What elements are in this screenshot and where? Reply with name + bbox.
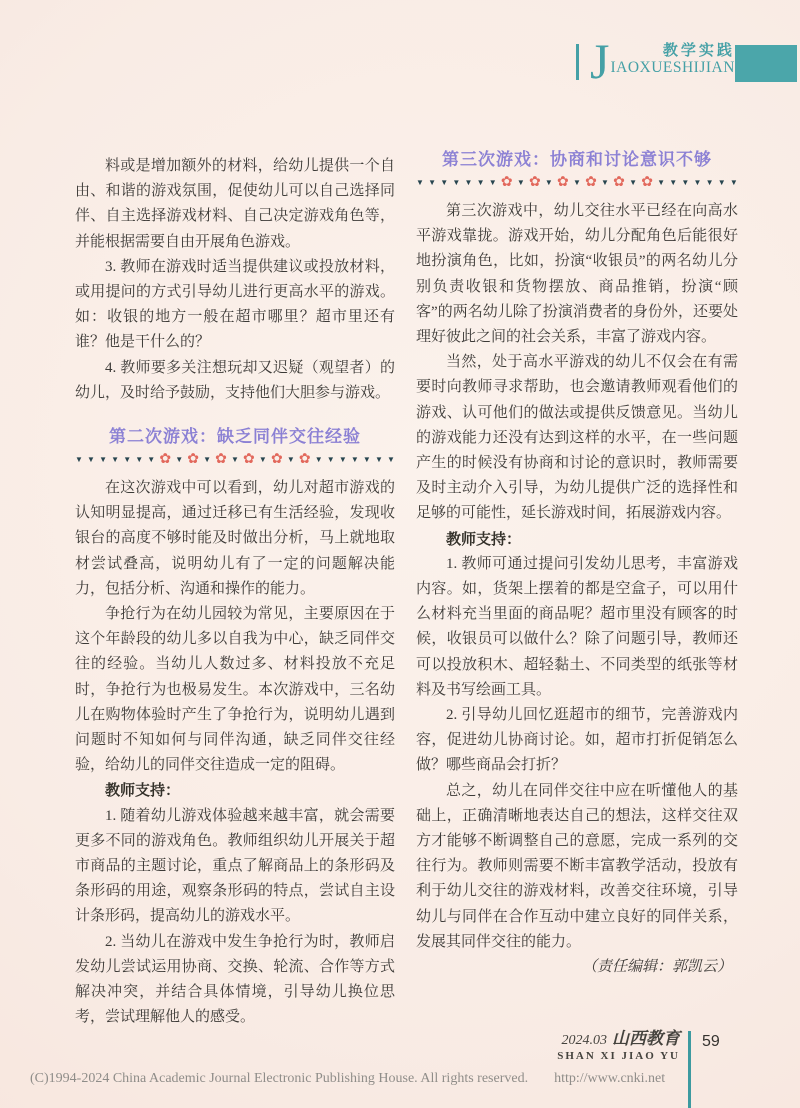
chevron-down-icon: ▼ (705, 177, 714, 187)
header-teal-block (735, 45, 797, 82)
chevron-down-icon: ▼ (729, 177, 738, 187)
chevron-down-icon: ▼ (464, 177, 473, 187)
journal-issue-line (557, 1030, 680, 1049)
chevron-down-icon: ▼ (87, 454, 95, 464)
paragraph: 在这次游戏中可以看到，幼儿对超市游戏的认知明显提高，通过迁移已有生活经验，发现收银台的高度不够时能及时做出分析，马上就地取材尝试叠高，说明幼儿有了一定的问题解决能力，包括分析、沟通和操作的能力。 (75, 480, 395, 597)
chevron-down-icon: ▼ (387, 454, 395, 464)
flower-icon: ✿ (243, 451, 255, 467)
header-initial: J (590, 33, 610, 89)
chevron-down-icon: ▼ (374, 454, 383, 464)
flower-icon: ✿ (585, 174, 597, 190)
section-heading: 第二次游戏：缺乏同伴交往经验 (109, 427, 361, 447)
page-number: 59 (702, 1033, 720, 1050)
copyright-text: (C)1994-2024 China Academic Journal Electronic Publishing House. All rights reserved. (30, 1071, 529, 1086)
flower-icon: ✿ (215, 451, 227, 467)
flower-icon: ✿ (159, 451, 172, 467)
editor-credit: （责任编辑：郭凯云） (581, 959, 732, 976)
chevron-down-icon: ▼ (629, 177, 637, 187)
numbered-item: 1. 教师可通过提问引发幼儿思考，丰富游戏内容。如，货架上摆着的都是空盒子，可以用什么材料充当里面的商品呢？超市里没有顾客的时候，收银员可以做什么？除了问题引导，教师还可以投放积木、超轻黏土、不同类型的纸张等材料及书写绘画工具。 (416, 555, 738, 698)
flower-icon: ✿ (613, 174, 625, 190)
paragraph: 当然，处于高水平游戏的幼儿不仅会在有需要时向教师寻求帮助，也会邀请教师观看他们的游戏、认可他们的做法或提供反馈意见。当幼儿的游戏能力还没有达到这样的水平，在一些问题产生的时候没有协商和讨论的意识时，教师需要及时主动介入引导，为幼儿提供广泛的选择性和足够的可能性，延长游戏时间，拓展游戏内容。 (416, 354, 738, 522)
paragraph: 第三次游戏中，幼儿交往水平已经在向高水平游戏靠拢。游戏开始，幼儿分配角色后能很好地扮演角色，比如，扮演“收银员”的两名幼儿分别负责收银和货物摆放、商品推销，扮演“顾客”的两名幼儿除了扮演消费者的身份外，还要处理好彼此之间的社会关系，丰富了游戏内容。 (416, 203, 738, 346)
chevron-down-icon: ▼ (175, 454, 184, 464)
chevron-down-icon: ▼ (338, 454, 347, 464)
chevron-down-icon: ▼ (669, 177, 678, 187)
page-header (576, 33, 735, 89)
header-titles (610, 42, 734, 77)
chevron-down-icon: ▼ (203, 454, 212, 464)
numbered-item: 1. 随着幼儿游戏体验越来越丰富，就会需要更多不同的游戏角色。教师组织幼儿开展关于超市商品的主题讨论，重点了解商品上的条形码及条形码的用途，观察条形码的特点，尝试自主设计条形码，提高幼儿的游戏水平。 (75, 807, 395, 925)
section-title-chinese: 教学实践 (662, 42, 735, 59)
chevron-down-icon: ▼ (572, 177, 581, 187)
chevron-down-icon: ▼ (428, 177, 437, 187)
chevron-down-icon: ▼ (657, 177, 666, 187)
chevron-down-icon: ▼ (544, 177, 553, 187)
chevron-down-icon: ▼ (258, 454, 267, 464)
chevron-down-icon: ▼ (111, 454, 120, 464)
numbered-item: 2. 当幼儿在游戏中发生争抢行为时，教师启发幼儿尝试运用协商、交换、轮流、合作等方式解决冲突，并结合具体情境，引导幼儿换位思考，尝试理解他人的感受。 (75, 933, 395, 1026)
section-divider (75, 453, 395, 466)
journal-name-chinese: 山西教育 (612, 1029, 680, 1048)
paragraph: 争抢行为在幼儿园较为常见，主要原因在于这个年龄段的幼儿多以自我为中心，缺乏同伴交往的经验。当幼儿人数过多、材料投放不充足时，争抢行为也极易发生。本次游戏中，三名幼儿在购物体验时产生了争抢行为，说明幼儿遇到问题时不知如何与同伴沟通，缺乏同伴交往经验，给幼儿的同伴交往造成一定的阻碍。 (75, 606, 395, 774)
teacher-support-label: 教师支持： (105, 782, 181, 800)
chevron-down-icon: ▼ (488, 177, 497, 187)
section-heading-block (75, 426, 395, 466)
left-column (75, 154, 395, 1031)
chevron-down-icon: ▼ (286, 454, 295, 464)
flower-icon: ✿ (187, 451, 199, 467)
chevron-down-icon: ▼ (681, 177, 690, 187)
flower-icon: ✿ (528, 174, 541, 190)
flower-icon: ✿ (298, 451, 311, 467)
chevron-down-icon: ▼ (147, 454, 156, 464)
paragraph: 总之，幼儿在同伴交往中应在听懂他人的基础上，正确清晰地表达自己的想法，这样交往双方才能够不断调整自己的意愿，完成一系列的交往行为。教师则需要不断丰富教学活动，投放有利于幼儿交往的游戏材料，改善交往环境，引导幼儿与同伴在合作互动中建立良好的同伴关系，发展其同伴交往的能力。 (416, 782, 738, 950)
chevron-down-icon: ▼ (416, 177, 424, 187)
flower-icon: ✿ (270, 451, 283, 467)
flower-icon: ✿ (557, 174, 569, 190)
numbered-item: 3. 教师在游戏时适当提供建议或投放材料，或用提问的方式引导幼儿进行更高水平的游戏。如：收银的地方一般在超市哪里？超市里还有谁？他是干什么的？ (75, 258, 395, 351)
chevron-down-icon: ▼ (717, 177, 726, 187)
chevron-down-icon: ▼ (362, 454, 371, 464)
chevron-down-icon: ▼ (314, 454, 323, 464)
issue-number: 2024.03 (561, 1033, 607, 1048)
chevron-down-icon: ▼ (231, 454, 239, 464)
cnki-url: http://www.cnki.net (554, 1071, 666, 1086)
section-heading-block (416, 149, 738, 189)
header-rule (576, 44, 579, 80)
chevron-down-icon: ▼ (123, 454, 132, 464)
teacher-support-label: 教师支持： (446, 530, 522, 548)
chevron-down-icon: ▼ (601, 177, 609, 187)
chevron-down-icon: ▼ (326, 454, 335, 464)
chevron-down-icon: ▼ (75, 454, 83, 464)
chevron-down-icon: ▼ (516, 177, 525, 187)
numbered-item: 2. 引导幼儿回忆逛超市的细节，完善游戏内容，促进幼儿协商讨论。如，超市打折促销怎么做？哪些商品会打折？ (416, 707, 738, 774)
chevron-down-icon: ▼ (99, 454, 108, 464)
flower-icon: ✿ (500, 174, 513, 190)
journal-name-pinyin: SHAN XI JIAO YU (557, 1050, 680, 1062)
flower-icon: ✿ (641, 174, 653, 190)
chevron-down-icon: ▼ (440, 177, 449, 187)
section-heading: 第三次游戏：协商和讨论意识不够 (442, 150, 712, 169)
section-divider (416, 176, 738, 189)
footer-divider-bar (688, 1031, 691, 1108)
chevron-down-icon: ▼ (135, 454, 144, 464)
chevron-down-icon: ▼ (350, 454, 359, 464)
section-title-pinyin: IAOXUESHIJIAN (610, 59, 735, 76)
numbered-item: 4. 教师要多关注想玩却又迟疑（观望者）的幼儿，及时给予鼓励，支持他们大胆参与游戏。 (75, 359, 395, 401)
chevron-down-icon: ▼ (452, 177, 461, 187)
paragraph: 料或是增加额外的材料，给幼儿提供一个自由、和谐的游戏氛围，促使幼儿可以自己选择同伴、自主选择游戏材料、自己决定游戏角色等，并能根据需要自由开展角色游戏。 (75, 158, 395, 250)
right-column (416, 147, 738, 980)
journal-imprint (557, 1030, 680, 1063)
chevron-down-icon: ▼ (476, 177, 485, 187)
chevron-down-icon: ▼ (693, 177, 702, 187)
copyright-line (30, 1071, 665, 1087)
